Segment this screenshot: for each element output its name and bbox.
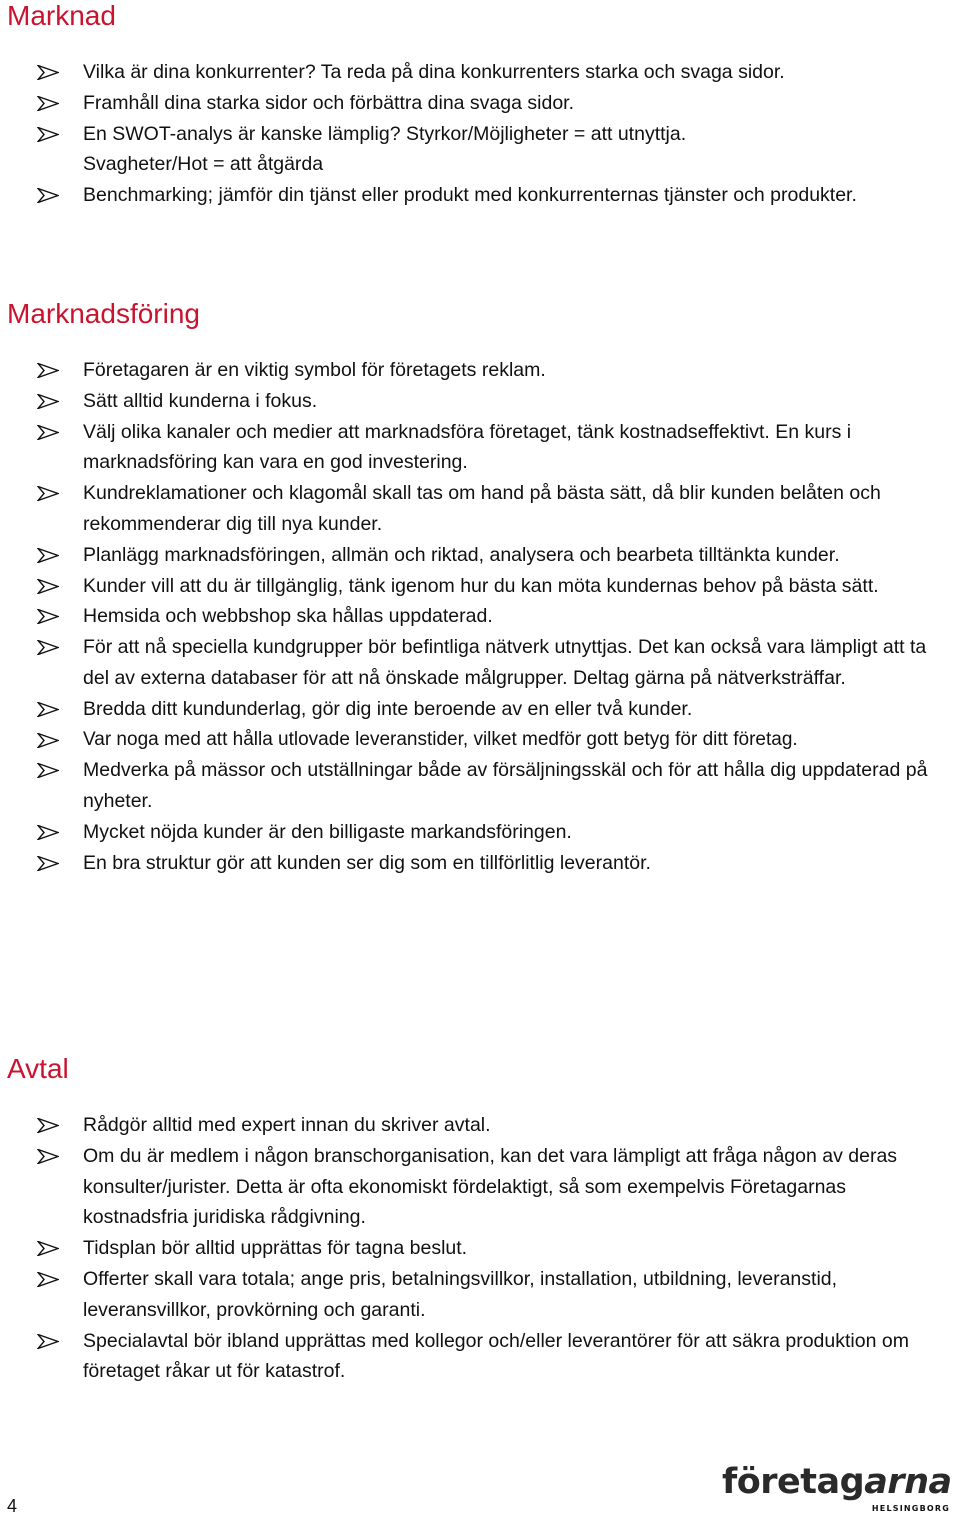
arrowhead-bullet-icon xyxy=(37,763,59,778)
list-item: Sätt alltid kunderna i fokus. xyxy=(0,386,960,417)
section-title-avtal: Avtal xyxy=(7,1053,69,1084)
arrowhead-bullet-icon xyxy=(37,702,59,717)
arrowhead-bullet-icon xyxy=(37,96,59,111)
arrowhead-bullet-icon xyxy=(37,733,59,748)
arrowhead-bullet-icon xyxy=(37,425,59,440)
arrowhead-bullet-icon xyxy=(37,1334,59,1349)
list-item: Rådgör alltid med expert innan du skriver avtal. xyxy=(0,1110,960,1141)
list-item: Framhåll dina starka sidor och förbättra dina svaga sidor. xyxy=(0,88,960,119)
arrowhead-bullet-icon xyxy=(37,548,59,563)
arrowhead-bullet-icon xyxy=(37,825,59,840)
list-item: Hemsida och webbshop ska hållas uppdaterad. xyxy=(0,601,960,632)
arrowhead-bullet-icon xyxy=(37,1241,59,1256)
arrowhead-bullet-icon xyxy=(37,1118,59,1133)
foretagarna-logo xyxy=(722,1462,958,1514)
logo-subtitle: HELSINGBORG xyxy=(871,1504,950,1513)
section-title-marknad: Marknad xyxy=(7,0,116,31)
list-item: En SWOT-analys är kanske lämplig? Styrkor/Möjligheter = att utnyttja. Svagheter/Hot = att åtgärda xyxy=(0,119,960,181)
arrowhead-bullet-icon xyxy=(37,856,59,871)
bullet-list-avtal xyxy=(0,1110,960,1387)
arrowhead-bullet-icon xyxy=(37,579,59,594)
bullet-list-marknadsforing xyxy=(0,355,960,879)
list-item: Specialavtal bör ibland upprättas med kollegor och/eller leverantörer för att säkra produktion om företaget råkar ut för katastrof. xyxy=(0,1326,960,1388)
list-item: Offerter skall vara totala; ange pris, betalningsvillkor, installation, utbildning, leveranstid, leveransvillkor, provkörning och garanti. xyxy=(0,1264,960,1326)
arrowhead-bullet-icon xyxy=(37,65,59,80)
arrowhead-bullet-icon xyxy=(37,609,59,624)
logo-wordmark: företagarna xyxy=(722,1462,952,1502)
list-item: Planlägg marknadsföringen, allmän och riktad, analysera och bearbeta tilltänkta kunder. xyxy=(0,540,960,571)
page-number: 4 xyxy=(7,1496,18,1516)
list-item: För att nå speciella kundgrupper bör befintliga nätverk utnyttjas. Det kan också vara lämpligt att ta del av externa databaser för att nå önskade målgrupper. Deltag gärna på nätverksträffar. xyxy=(0,632,960,694)
arrowhead-bullet-icon xyxy=(37,394,59,409)
list-item: Bredda ditt kundunderlag, gör dig inte beroende av en eller två kunder. xyxy=(0,694,960,725)
list-item: Tidsplan bör alltid upprättas för tagna beslut. xyxy=(0,1233,960,1264)
arrowhead-bullet-icon xyxy=(37,486,59,501)
list-item: Medverka på mässor och utställningar både av försäljningsskäl och för att hålla dig uppdaterad på nyheter. xyxy=(0,755,960,817)
arrowhead-bullet-icon xyxy=(37,363,59,378)
arrowhead-bullet-icon xyxy=(37,1149,59,1164)
list-item: En bra struktur gör att kunden ser dig som en tillförlitlig leverantör. xyxy=(0,848,960,879)
list-item: Kunder vill att du är tillgänglig, tänk igenom hur du kan möta kundernas behov på bästa sätt. xyxy=(0,571,960,602)
arrowhead-bullet-icon xyxy=(37,127,59,142)
arrowhead-bullet-icon xyxy=(37,640,59,655)
bullet-list-marknad xyxy=(0,57,960,211)
list-item: Mycket nöjda kunder är den billigaste markandsföringen. xyxy=(0,817,960,848)
list-item: Var noga med att hålla utlovade leveranstider, vilket medför gott betyg för ditt företag. xyxy=(0,725,960,756)
arrowhead-bullet-icon xyxy=(37,1272,59,1287)
list-item: Välj olika kanaler och medier att marknadsföra företaget, tänk kostnadseffektivt. En kurs i marknadsföring kan vara en god investering. xyxy=(0,417,960,479)
arrowhead-bullet-icon xyxy=(37,188,59,203)
section-title-marknadsforing: Marknadsföring xyxy=(7,298,200,329)
list-item: Vilka är dina konkurrenter? Ta reda på dina konkurrenters starka och svaga sidor. xyxy=(0,57,960,88)
list-item: Benchmarking; jämför din tjänst eller produkt med konkurrenternas tjänster och produkter. xyxy=(0,180,960,211)
list-item: Företagaren är en viktig symbol för företagets reklam. xyxy=(0,355,960,386)
list-item: Kundreklamationer och klagomål skall tas om hand på bästa sätt, då blir kunden belåten och rekommenderar dig till nya kunder. xyxy=(0,478,960,540)
list-item: Om du är medlem i någon branschorganisation, kan det vara lämpligt att fråga någon av deras konsulter/jurister. Detta är ofta ekonomiskt fördelaktigt, så som exempelvis Företagarnas kostnadsfria juridiska rådgivning. xyxy=(0,1141,960,1233)
